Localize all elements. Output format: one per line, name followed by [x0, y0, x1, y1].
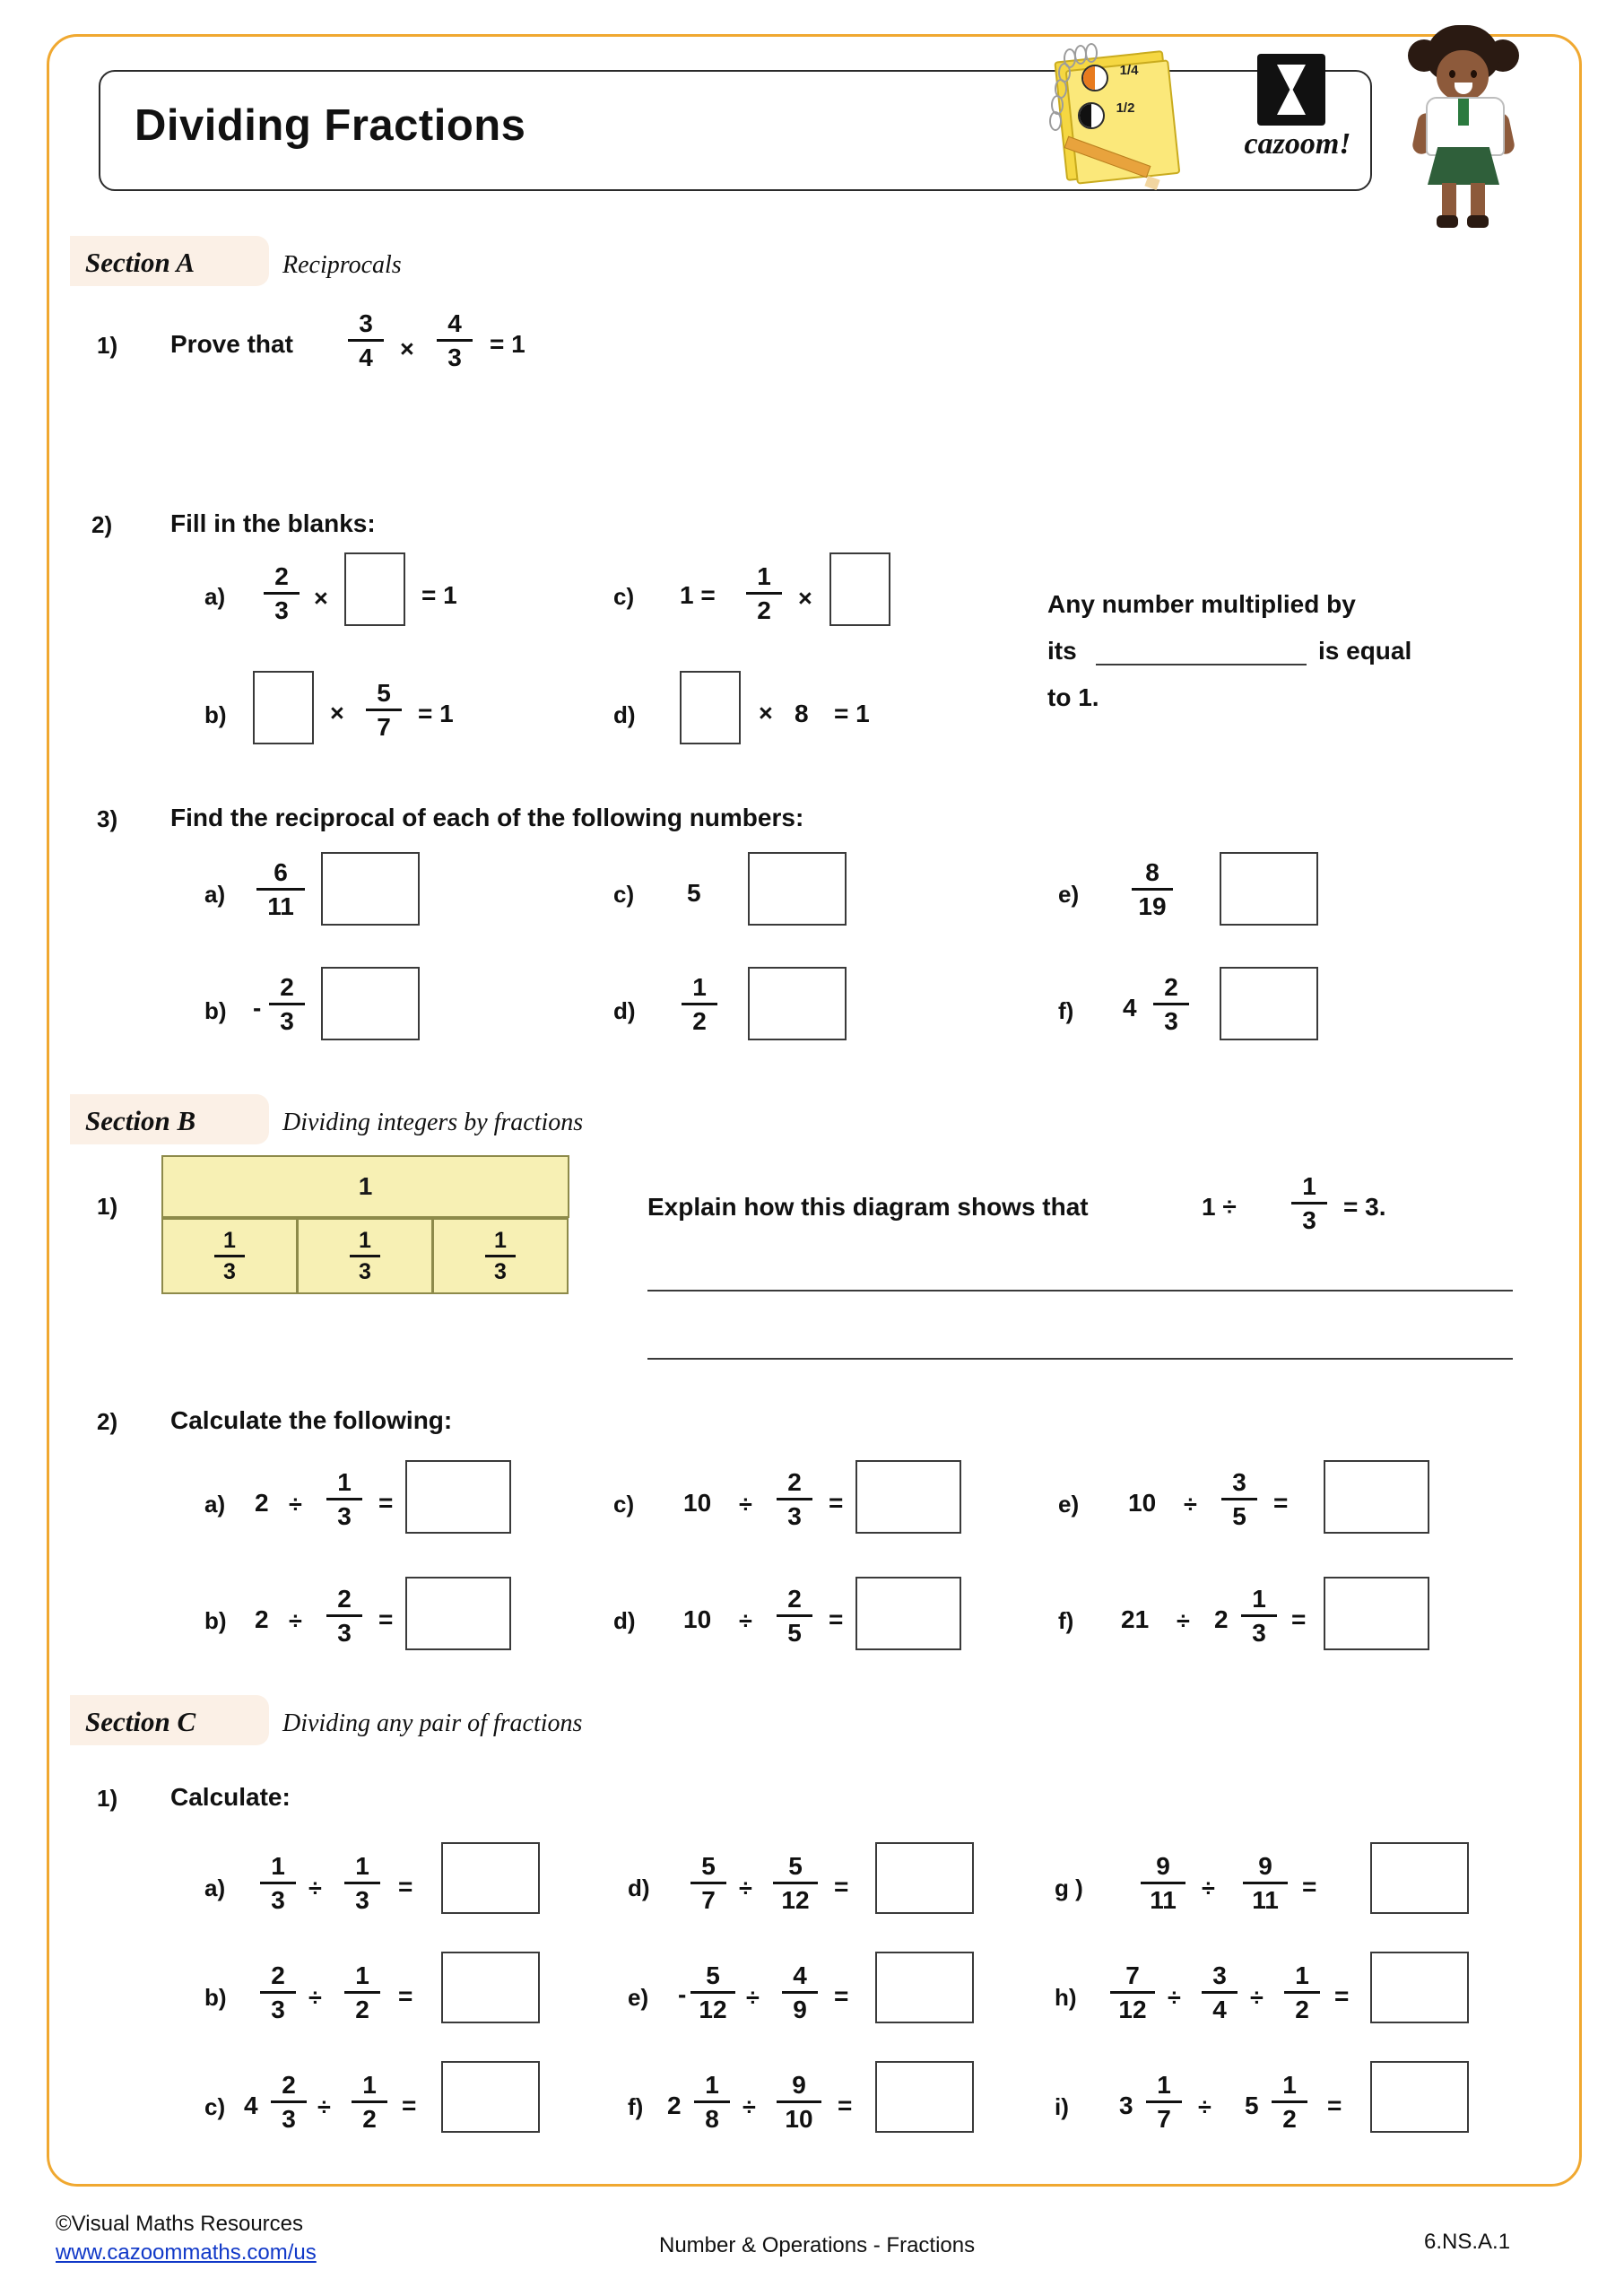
- c1-item-b-operator: ÷: [308, 1984, 322, 2011]
- c1-item-f-mixed-whole: 2: [667, 2092, 682, 2119]
- denominator: 12: [781, 1885, 810, 1914]
- b1-prompt-fraction: [1291, 1173, 1327, 1233]
- a2-item-a-operator: ×: [314, 585, 328, 612]
- footer-website-link[interactable]: www.cazoommaths.com/us: [56, 2240, 317, 2265]
- question-b1-number: 1): [97, 1193, 118, 1220]
- numerator: 4: [447, 309, 462, 337]
- c1-item-d-letter: d): [628, 1874, 650, 1901]
- denominator: 12: [699, 1995, 727, 2023]
- diagram-third-cell-2: [297, 1218, 433, 1294]
- a3-item-f-fraction: [1153, 974, 1189, 1034]
- c1-item-e-equals: =: [834, 1982, 849, 2010]
- b1-answer-line-2[interactable]: [647, 1358, 1513, 1360]
- c1-item-a-equals: =: [398, 1873, 413, 1900]
- denominator: 2: [1282, 2104, 1297, 2133]
- b2-item-f-equals: =: [1291, 1605, 1307, 1633]
- c1-item-a-answer-box[interactable]: [441, 1842, 540, 1914]
- denominator: 3: [271, 1885, 285, 1914]
- b2-item-f-fraction: [1241, 1586, 1277, 1646]
- question-c1-number: 1): [97, 1785, 118, 1812]
- a3-item-f-letter: f): [1058, 997, 1074, 1024]
- b2-item-c-answer-box[interactable]: [855, 1460, 961, 1534]
- a2-item-a-tail: = 1: [421, 581, 457, 609]
- numerator: 1: [757, 562, 771, 590]
- c1-item-g-fraction-2: [1243, 1853, 1288, 1913]
- b2-item-d-whole: 10: [683, 1605, 712, 1633]
- numerator: 1: [223, 1228, 236, 1253]
- c1-item-h-fraction-3: [1284, 1962, 1320, 2022]
- c1-item-h-answer-box[interactable]: [1370, 1952, 1469, 2023]
- c1-item-e-fraction-1: [690, 1962, 735, 2022]
- c1-item-h-equals: =: [1334, 1982, 1350, 2010]
- section-b-subtitle: Dividing integers by fractions: [282, 1109, 584, 1136]
- c1-item-i-mixed-whole-1: 3: [1119, 2092, 1133, 2119]
- c1-item-i-mixed-whole-2: 5: [1245, 2092, 1259, 2119]
- a3-item-a-fraction: [256, 859, 305, 919]
- c1-item-h-fraction-2: [1202, 1962, 1238, 2022]
- b2-item-e-fraction: [1221, 1469, 1257, 1529]
- c1-item-h-operator-2: ÷: [1250, 1984, 1264, 2011]
- notepad-icon: [1040, 43, 1184, 187]
- fraction-bar-diagram: [161, 1155, 569, 1321]
- a3-item-c-answer-box[interactable]: [748, 852, 847, 926]
- diagram-whole-label: 1: [358, 1172, 373, 1200]
- b2-item-c-letter: c): [613, 1491, 635, 1518]
- a2-item-a-answer-box[interactable]: [344, 552, 405, 626]
- a1-equals-one: = 1: [490, 330, 525, 358]
- numerator: 3: [359, 309, 373, 337]
- denominator: 3: [223, 1258, 236, 1284]
- a2-note-blank[interactable]: [1096, 664, 1307, 665]
- page-title: Dividing Fractions: [135, 101, 526, 150]
- question-b2-text: Calculate the following:: [170, 1406, 453, 1434]
- denominator: 7: [701, 1885, 716, 1914]
- question-c1-text: Calculate:: [170, 1783, 291, 1811]
- a3-item-a-letter: a): [204, 881, 226, 908]
- a2-item-b-fraction: [366, 680, 402, 740]
- denominator: 2: [362, 2104, 377, 2133]
- section-c-label: Section C: [85, 1706, 196, 1737]
- numerator: 3: [1232, 1468, 1246, 1496]
- c1-item-f-operator: ÷: [743, 2093, 756, 2120]
- numerator: 2: [787, 1585, 802, 1613]
- c1-item-c-answer-box[interactable]: [441, 2061, 540, 2133]
- denominator: 3: [337, 1618, 352, 1647]
- numerator: 1: [692, 973, 707, 1001]
- a2-note-line-2-prefix: its: [1047, 637, 1077, 665]
- c1-item-i-letter: i): [1055, 2093, 1069, 2120]
- c1-item-b-answer-box[interactable]: [441, 1952, 540, 2023]
- b2-item-e-letter: e): [1058, 1491, 1080, 1518]
- c1-item-g-equals: =: [1302, 1873, 1317, 1900]
- b2-item-b-equals: =: [378, 1605, 394, 1633]
- c1-item-c-letter: c): [204, 2093, 226, 2120]
- student-character-illustration: [1404, 20, 1521, 226]
- numerator: 7: [1125, 1961, 1140, 1989]
- b2-item-c-whole: 10: [683, 1489, 712, 1517]
- question-a1-number: 1): [97, 332, 118, 359]
- question-a3-number: 3): [97, 805, 118, 832]
- diagram-third-cell-1: [161, 1218, 298, 1294]
- numerator: 5: [701, 1852, 716, 1880]
- b2-item-f-mixed-whole: 2: [1214, 1605, 1229, 1633]
- c1-item-c-mixed-whole: 4: [244, 2092, 258, 2119]
- c1-item-f-fraction-2: [777, 2072, 821, 2132]
- a3-item-a-answer-box[interactable]: [321, 852, 420, 926]
- numerator: 5: [377, 679, 391, 707]
- numerator: 2: [337, 1585, 352, 1613]
- denominator: 4: [359, 343, 373, 371]
- c1-item-g-fraction-1: [1141, 1853, 1185, 1913]
- a2-item-d-whole: 8: [795, 700, 809, 727]
- b2-item-d-equals: =: [829, 1605, 844, 1633]
- c1-item-d-equals: =: [834, 1873, 849, 1900]
- a2-item-b-operator: ×: [330, 700, 344, 726]
- a3-item-b-fraction: [269, 974, 305, 1034]
- b2-item-c-fraction: [777, 1469, 812, 1529]
- denominator: 12: [1118, 1995, 1147, 2023]
- b2-item-e-operator: ÷: [1184, 1491, 1197, 1518]
- denominator: 3: [271, 1995, 285, 2023]
- a1-fraction-1: [348, 310, 384, 370]
- section-a-label: Section A: [85, 247, 195, 278]
- c1-item-a-fraction-1: [260, 1853, 296, 1913]
- b2-item-a-letter: a): [204, 1491, 226, 1518]
- a2-item-c-fraction: [746, 563, 782, 623]
- c1-item-f-answer-box[interactable]: [875, 2061, 974, 2133]
- footer-copyright: ©Visual Maths Resources: [56, 2212, 304, 2236]
- a3-item-c-whole: 5: [687, 879, 701, 907]
- a3-item-d-fraction: [682, 974, 717, 1034]
- numerator: 2: [1164, 973, 1178, 1001]
- c1-item-h-letter: h): [1055, 1984, 1077, 2011]
- footer-topic: Number & Operations - Fractions: [659, 2233, 976, 2257]
- section-b-label: Section B: [85, 1105, 196, 1136]
- section-a-subtitle: Reciprocals: [282, 251, 402, 279]
- section-c-subtitle: Dividing any pair of fractions: [282, 1709, 583, 1737]
- a3-item-e-letter: e): [1058, 881, 1080, 908]
- denominator: 4: [1212, 1995, 1227, 2023]
- c1-item-e-fraction-2: [782, 1962, 818, 2022]
- b2-item-b-fraction: [326, 1586, 362, 1646]
- b2-item-e-whole: 10: [1128, 1489, 1157, 1517]
- numerator: 9: [792, 2071, 806, 2099]
- b2-item-c-equals: =: [829, 1489, 844, 1517]
- denominator: 3: [1164, 1006, 1178, 1035]
- notepad-fraction-quarter: 1/4: [1119, 63, 1139, 78]
- c1-item-b-letter: b): [204, 1984, 227, 2011]
- a2-note-line-3: to 1.: [1047, 683, 1099, 711]
- c1-item-b-fraction-1: [260, 1962, 296, 2022]
- question-a1-text: Prove that: [170, 330, 293, 358]
- a1-fraction-2: [437, 310, 473, 370]
- c1-item-a-letter: a): [204, 1874, 226, 1901]
- numerator: 5: [706, 1961, 720, 1989]
- b2-item-f-whole: 21: [1121, 1605, 1150, 1633]
- c1-item-c-operator: ÷: [317, 2093, 331, 2120]
- denominator: 8: [705, 2104, 719, 2133]
- b2-item-b-whole: 2: [255, 1605, 269, 1633]
- numerator: 1: [355, 1961, 369, 1989]
- a2-item-c-operator: ×: [798, 585, 812, 612]
- denominator: 2: [355, 1995, 369, 2023]
- c1-item-i-operator: ÷: [1198, 2093, 1211, 2120]
- numerator: 6: [274, 858, 288, 886]
- a2-item-c-letter: c): [613, 583, 635, 610]
- footer-standard-code: 6.NS.A.1: [1424, 2230, 1511, 2254]
- cazoom-logo: [1230, 54, 1365, 175]
- a2-item-d-answer-box[interactable]: [680, 671, 741, 744]
- b2-item-f-operator: ÷: [1177, 1607, 1190, 1634]
- b2-item-a-whole: 2: [255, 1489, 269, 1517]
- b2-item-b-answer-box[interactable]: [405, 1577, 511, 1650]
- b2-item-d-fraction: [777, 1586, 812, 1646]
- c1-item-i-fraction-1: [1146, 2072, 1182, 2132]
- b2-item-a-fraction: [326, 1469, 362, 1529]
- b2-item-b-letter: b): [204, 1607, 227, 1634]
- c1-item-i-fraction-2: [1272, 2072, 1307, 2132]
- c1-item-d-fraction-2: [773, 1853, 818, 1913]
- c1-item-h-fraction-1: [1110, 1962, 1155, 2022]
- c1-item-f-equals: =: [838, 2092, 853, 2119]
- b2-item-f-letter: f): [1058, 1607, 1074, 1634]
- diagram-third-fraction-3: [485, 1229, 516, 1283]
- denominator: 11: [267, 891, 294, 920]
- a2-item-b-answer-box[interactable]: [253, 671, 314, 744]
- a2-item-b-letter: b): [204, 701, 227, 728]
- question-a2-number: 2): [91, 511, 113, 538]
- denominator: 5: [787, 1618, 802, 1647]
- c1-item-h-operator-1: ÷: [1168, 1984, 1181, 2011]
- denominator: 2: [1295, 1995, 1309, 2023]
- a2-item-d-operator: ×: [759, 700, 773, 726]
- denominator: 3: [447, 343, 462, 371]
- c1-item-a-fraction-2: [344, 1853, 380, 1913]
- numerator: 1: [1295, 1961, 1309, 1989]
- diagram-third-fraction-1: [214, 1229, 245, 1283]
- a2-item-a-letter: a): [204, 583, 226, 610]
- c1-item-g-letter: g ): [1055, 1874, 1083, 1901]
- a3-item-c-letter: c): [613, 881, 635, 908]
- b2-item-b-operator: ÷: [289, 1607, 302, 1634]
- numerator: 5: [788, 1852, 803, 1880]
- numerator: 8: [1145, 858, 1159, 886]
- numerator: 1: [355, 1852, 369, 1880]
- c1-item-g-operator: ÷: [1202, 1874, 1215, 1901]
- numerator: 9: [1156, 1852, 1170, 1880]
- question-a2-text: Fill in the blanks:: [170, 509, 376, 537]
- numerator: 2: [271, 1961, 285, 1989]
- c1-item-f-fraction-1: [694, 2072, 730, 2132]
- b2-item-a-equals: =: [378, 1489, 394, 1517]
- numerator: 1: [1157, 2071, 1171, 2099]
- c1-item-d-operator: ÷: [739, 1874, 752, 1901]
- b2-item-a-operator: ÷: [289, 1491, 302, 1518]
- numerator: 1: [359, 1228, 371, 1253]
- a3-item-b-answer-box[interactable]: [321, 967, 420, 1040]
- denominator: 19: [1138, 891, 1167, 920]
- c1-item-e-letter: e): [628, 1984, 649, 2011]
- b2-item-e-answer-box[interactable]: [1324, 1460, 1429, 1534]
- denominator: 3: [1302, 1205, 1316, 1234]
- b1-prompt-expression-lead: 1 ÷: [1202, 1193, 1237, 1221]
- b1-prompt-text: Explain how this diagram shows that: [647, 1193, 1089, 1221]
- denominator: 3: [274, 596, 289, 624]
- numerator: 3: [1212, 1961, 1227, 1989]
- diagram-third-fraction-2: [350, 1229, 380, 1283]
- a3-item-b-letter: b): [204, 997, 227, 1024]
- c1-item-g-answer-box[interactable]: [1370, 1842, 1469, 1914]
- numerator: 2: [280, 973, 294, 1001]
- c1-item-i-equals: =: [1327, 2092, 1342, 2119]
- denominator: 7: [377, 712, 391, 741]
- numerator: 4: [793, 1961, 807, 1989]
- b2-item-c-operator: ÷: [739, 1491, 752, 1518]
- a2-item-a-fraction: [264, 563, 300, 623]
- denominator: 2: [692, 1006, 707, 1035]
- b2-item-e-equals: =: [1273, 1489, 1289, 1517]
- c1-item-d-answer-box[interactable]: [875, 1842, 974, 1914]
- numerator: 1: [705, 2071, 719, 2099]
- numerator: 2: [787, 1468, 802, 1496]
- a3-item-d-answer-box[interactable]: [748, 967, 847, 1040]
- denominator: 3: [787, 1501, 802, 1530]
- a1-times-symbol: ×: [400, 335, 414, 362]
- a3-item-f-answer-box[interactable]: [1220, 967, 1318, 1040]
- c1-item-d-fraction-1: [690, 1853, 726, 1913]
- c1-item-i-answer-box[interactable]: [1370, 2061, 1469, 2133]
- numerator: 1: [271, 1852, 285, 1880]
- numerator: 1: [362, 2071, 377, 2099]
- numerator: 9: [1258, 1852, 1272, 1880]
- b2-item-f-answer-box[interactable]: [1324, 1577, 1429, 1650]
- a3-item-e-answer-box[interactable]: [1220, 852, 1318, 926]
- cazoom-wordmark: cazoom!: [1244, 127, 1351, 161]
- c1-item-e-operator: ÷: [746, 1984, 760, 2011]
- a2-item-b-tail: = 1: [418, 700, 454, 727]
- b2-item-d-operator: ÷: [739, 1607, 752, 1634]
- c1-item-c-fraction-1: [271, 2072, 307, 2132]
- numerator: 1: [1252, 1585, 1266, 1613]
- a2-item-c-lead: 1 =: [680, 581, 716, 609]
- denominator: 5: [1232, 1501, 1246, 1530]
- denominator: 3: [1252, 1618, 1266, 1647]
- a2-note-line-1: Any number multiplied by: [1047, 590, 1356, 618]
- a2-item-d-letter: d): [613, 701, 636, 728]
- denominator: 3: [337, 1501, 352, 1530]
- a3-item-e-fraction: [1132, 859, 1173, 919]
- numerator: 1: [337, 1468, 352, 1496]
- denominator: 11: [1252, 1885, 1279, 1914]
- b2-item-d-answer-box[interactable]: [855, 1577, 961, 1650]
- diagram-whole-cell: [161, 1155, 569, 1218]
- numerator: 1: [494, 1228, 507, 1253]
- question-b2-number: 2): [97, 1408, 118, 1435]
- denominator: 3: [282, 2104, 296, 2133]
- question-a3-text: Find the reciprocal of each of the following numbers:: [170, 804, 804, 831]
- c1-item-c-fraction-2: [352, 2072, 387, 2132]
- b2-item-a-answer-box[interactable]: [405, 1460, 511, 1534]
- c1-item-e-answer-box[interactable]: [875, 1952, 974, 2023]
- denominator: 7: [1157, 2104, 1171, 2133]
- denominator: 11: [1150, 1885, 1177, 1914]
- a3-item-f-whole: 4: [1123, 994, 1137, 1022]
- diagram-third-cell-3: [432, 1218, 569, 1294]
- denominator: 10: [785, 2104, 813, 2133]
- a2-note-line-2-suffix: is equal: [1318, 637, 1412, 665]
- c1-item-e-sign: -: [678, 1980, 687, 2008]
- numerator: 1: [1282, 2071, 1297, 2099]
- c1-item-f-letter: f): [628, 2093, 644, 2120]
- numerator: 2: [274, 562, 289, 590]
- notepad-fraction-half: 1/2: [1116, 100, 1135, 116]
- denominator: 2: [757, 596, 771, 624]
- denominator: 3: [280, 1006, 294, 1035]
- a3-item-b-sign: -: [253, 994, 262, 1022]
- denominator: 9: [793, 1995, 807, 2023]
- denominator: 3: [359, 1258, 371, 1284]
- a2-item-d-tail: = 1: [834, 700, 870, 727]
- denominator: 3: [494, 1258, 507, 1284]
- c1-item-b-equals: =: [398, 1982, 413, 2010]
- c1-item-a-operator: ÷: [308, 1874, 322, 1901]
- numerator: 2: [282, 2071, 296, 2099]
- b2-item-d-letter: d): [613, 1607, 636, 1634]
- b1-answer-line-1[interactable]: [647, 1290, 1513, 1292]
- a2-item-c-answer-box[interactable]: [829, 552, 890, 626]
- a3-item-d-letter: d): [613, 997, 636, 1024]
- c1-item-b-fraction-2: [344, 1962, 380, 2022]
- c1-item-c-equals: =: [402, 2092, 417, 2119]
- numerator: 1: [1302, 1172, 1316, 1200]
- b1-prompt-suffix: = 3.: [1343, 1193, 1386, 1221]
- denominator: 3: [355, 1885, 369, 1914]
